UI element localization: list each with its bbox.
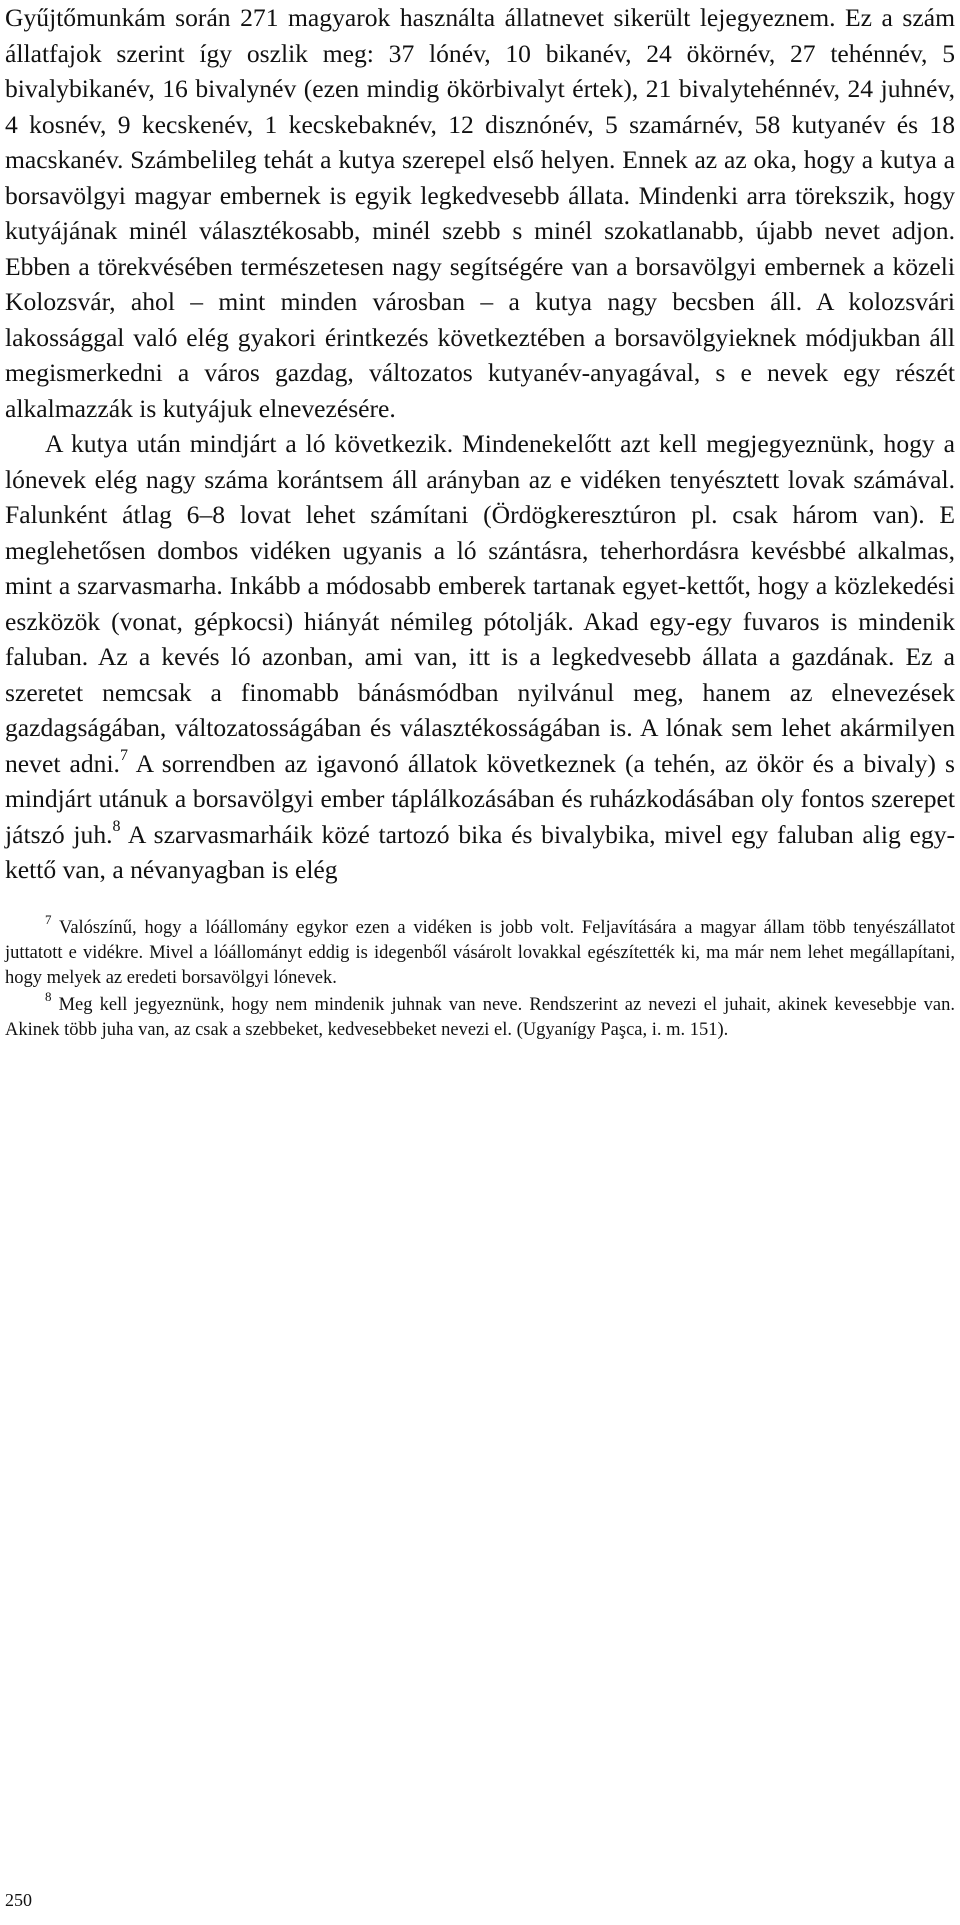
footnote-text: Meg kell jegyeznünk, hogy nem mindenik juhnak van neve. Rendszerint az nevezi el juhait, akinek kevesebbje van. Akinek több juha van, az csak a szebbeket, kedvesebbeket nevezi el. (Ugyanígy Paşca, i. m. 151). (5, 994, 956, 1040)
footnote-ref-8[interactable]: 8 (112, 817, 121, 835)
paragraph-1 (5, 0, 955, 426)
paragraph-2-text-a: A kutya után mindjárt a ló következik. Mindenekelőtt azt kell megjegyeznünk, hogy a lónevek elég nagy száma korántsem áll arányban az e vidéken tenyésztett lovak számával. Falunként átlag 6–8 lovat lehet számítani (Ördögkeresztúron pl. csak három van). E meglehetősen dombos vidéken ugyanis a ló szántásra, teherhordásra kevésbbé alkalmas, mint a szarvasmarha. Inkább a módosabb emberek tartanak egyet-kettőt, hogy a közlekedési eszközök (vonat, gépkocsi) hiányát némileg pótolják. Akad egy-egy fuvaros is mindenik faluban. Az a kevés ló azonban, ami van, itt is a legkedvesebb állata a gazdának. Ez a szeretet nemcsak a finomabb bánásmódban nyilvánul meg, hanem az elnevezések gazdagságában, változatosságában és választékosságában is. A lónak sem lehet akármilyen nevet adni. (5, 429, 955, 778)
footnotes (5, 911, 956, 1043)
footnote-8 (5, 988, 956, 1043)
footnote-7 (5, 911, 956, 991)
page-number: 250 (5, 1890, 32, 1910)
paragraph-2-text-c: A szarvasmarháik közé tartozó bika és bivalybika, mivel egy faluban alig egy-kettő van, a névanyagban is elég (5, 819, 956, 884)
footnote-text: Valószínű, hogy a lóállomány egykor ezen a vidéken is jobb volt. Feljavítására a magyar állam több tenyészállatot juttatott e vidékre. Mivel a lóállományt eddig is idegenből vásárolt lovakkal egészítették ki, ma már nem lehet megállapítani, hogy melyek az eredeti borsavölgyi lónevek. (5, 917, 956, 988)
footnote-ref-7[interactable]: 7 (119, 746, 128, 764)
body-text (5, 0, 955, 888)
paragraph-1-text: Gyűjtőmunkám során 271 magyarok használta állatnevet sikerült lejegyeznem. Ez a szám állatfajok szerint így oszlik meg: 37 lónév, 10 bikanév, 24 ökörnév, 27 tehénnév, 5 bivalybikanév, 16 bivalynév (ezen mindig ökörbivalyt értek), 21 bivalytehénnév, 24 juhnév, 4 kosnév, 9 kecskenév, 1 kecskebaknév, 12 disznónév, 5 szamárnév, 58 kutyanév és 18 macskanév. Számbelileg tehát a kutya szerepel első helyen. Ennek az az oka, hogy a kutya a borsavölgyi magyar embernek is egyik legkedvesebb állata. Mindenki arra törekszik, hogy kutyájának minél választékosabb, minél szebb s minél szokatlanabb, újabb nevet adjon. Ebben a törekvésében természetesen nagy segítségére van a borsavölgyi embernek a közeli Kolozsvár, ahol – mint minden városban – a kutya nagy becsben áll. A kolozsvári lakossággal való elég gyakori érintkezés következtében a borsavölgyieknek módjukban áll megismerkedni a város gazdag, változatos kutyanév-anyagával, s e nevek egy részét alkalmazzák is kutyájuk elnevezésére. (5, 3, 955, 423)
footnote-number: 8 (45, 988, 52, 1004)
paragraph-2-text-b: A sorrendben az igavonó állatok következnek (a tehén, az ökör és a bivaly) s mindjárt utánuk a borsavölgyi ember táplálkozásában és ruházkodásában oly fontos szerepet játszó juh. (5, 748, 955, 849)
footnote-number: 7 (45, 911, 52, 927)
paragraph-2 (5, 426, 955, 888)
document-page (5, 0, 955, 1925)
